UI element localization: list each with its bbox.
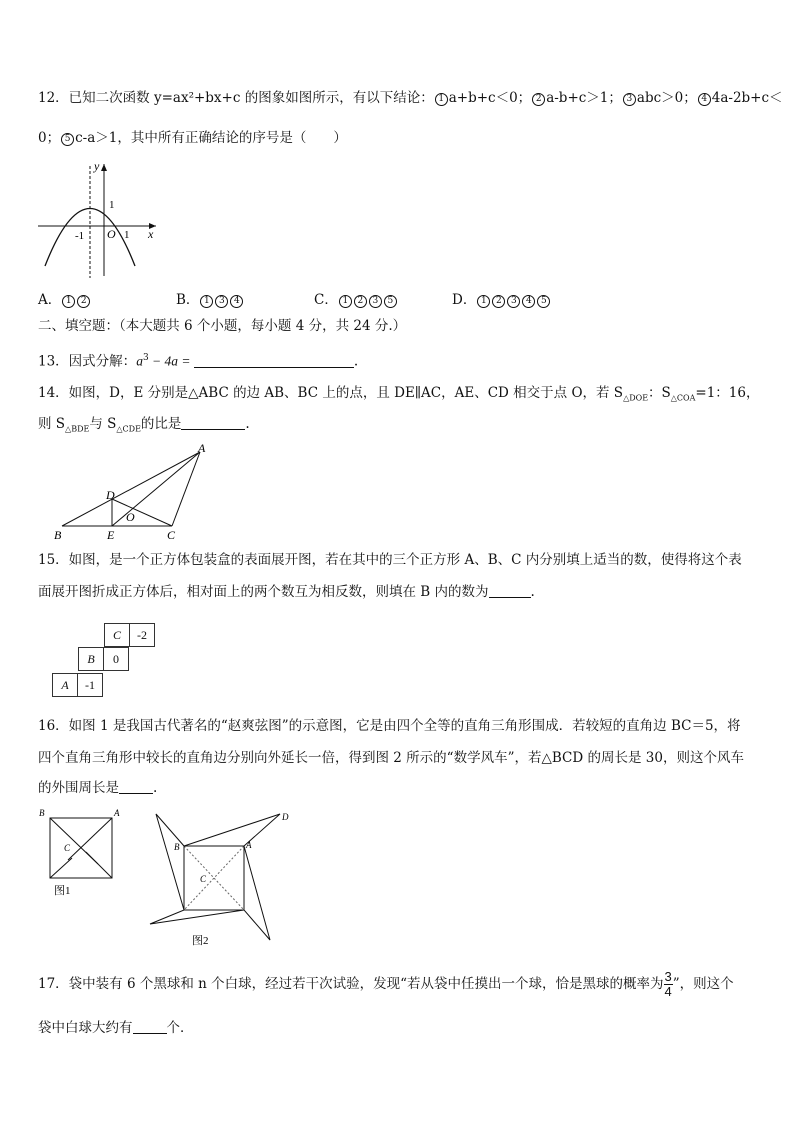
q15-line2: 面展开图折成正方体后，相对面上的两个数互为相反数，则填在 B 内的数为 . — [38, 584, 535, 600]
cell-neg1: -1 — [77, 673, 103, 697]
fig1-a-label: A — [114, 808, 120, 818]
probability-fraction: $\frac{3}{4}$ — [664, 969, 672, 999]
q13-answer-blank[interactable] — [194, 353, 354, 368]
q17-line1: 17．袋中装有 6 个黑球和 n 个白球，经过若干次试验，发现“若从袋中任摸出一个球，恰是黑球的概率为 $\frac{3}{4}$ ”，则这个 — [38, 969, 734, 999]
q16-line2: 四个直角三角形中较长的直角边分别向外延长一倍，得到图 2 所示的“数学风车”，若△BCD 的周长是 30，则这个风车 — [38, 750, 744, 766]
point-d-label: D — [106, 488, 115, 502]
circle-num-3: 3 — [623, 93, 636, 106]
triangle-figure — [50, 442, 220, 542]
fig2-c-label: C — [200, 874, 207, 884]
fig1-c-label: C — [64, 843, 71, 853]
circle-num-4: 4 — [698, 93, 711, 106]
fig1-caption: 图1 — [54, 885, 71, 897]
y-axis-label: y — [94, 159, 100, 173]
cell-a: A — [52, 673, 78, 697]
point-b-label: B — [54, 528, 62, 542]
circle-num-2: 2 — [532, 93, 545, 106]
cell-zero: 0 — [103, 647, 129, 671]
fig2-b-label: B — [174, 842, 180, 852]
neg-one-label: -1 — [75, 230, 85, 242]
q14-line1: 14．如图，D，E 分别是△ABC 的边 AB、BC 上的点，且 DE∥AC，AE、CD 相交于点 O，若 $S_{\triangle DOE}$：$S_{\triangle COA}=1$：16， — [38, 385, 760, 403]
q15-answer-blank[interactable] — [489, 583, 531, 598]
math-windmill-figure — [146, 806, 296, 950]
point-c-label: C — [167, 528, 176, 542]
zhao-shuang-figure — [36, 804, 128, 900]
fig2-caption: 图2 — [192, 935, 209, 947]
cell-b: B — [78, 647, 104, 671]
q16-line3: 的外围周长是 . — [38, 780, 158, 796]
q12-line2: 0； 5 c-a＞1，其中所有正确结论的序号是（ ） — [38, 130, 347, 146]
q13: 13．因式分解：$a^3 - 4a$ = . — [38, 353, 359, 370]
option-c[interactable]: C． 1 2 3 5 — [314, 290, 398, 310]
q16-answer-blank[interactable] — [119, 779, 153, 794]
q12-line1: 12．已知二次函数 y=ax²+bx+c 的图象如图所示，有以下结论： 1 a+b+c＜0； 2 a-b+c＞1； 3 abc＞0； 4 4a-2b+c＜ — [38, 90, 783, 106]
point-e-label: E — [107, 528, 115, 542]
q15-line1: 15．如图，是一个正方体包装盒的表面展开图，若在其中的三个正方形 A、B、C 内分别填上适当的数，使得将这个表 — [38, 552, 742, 568]
origin-label: O — [107, 227, 116, 241]
option-b[interactable]: B． 1 3 4 — [176, 290, 244, 310]
circle-num-5: 5 — [61, 133, 74, 146]
q14-line2: 则 $S_{\triangle BDE}$与 $S_{\triangle CDE}$的比是 . — [38, 416, 250, 434]
q16-line1: 16．如图 1 是我国古代著名的“赵爽弦图”的示意图，它是由四个全等的直角三角形围成．若较短的直角边 BC＝5，将 — [38, 718, 741, 734]
point-o-label: O — [126, 510, 135, 524]
parabola-graph — [36, 156, 166, 282]
q14-answer-blank[interactable] — [181, 415, 245, 430]
cell-c: C — [104, 623, 130, 647]
circle-num-1: 1 — [435, 93, 448, 106]
x-one-label: 1 — [124, 229, 130, 241]
fig2-d-label: D — [282, 812, 289, 822]
fig1-b-label: B — [39, 808, 45, 818]
fig2-a-label: A — [246, 840, 252, 850]
x-axis-label: x — [148, 227, 154, 241]
cell-neg2: -2 — [129, 623, 155, 647]
option-d[interactable]: D． 1 2 3 4 5 — [452, 290, 551, 310]
point-a-label: A — [198, 442, 206, 455]
option-a[interactable]: A． 1 2 — [38, 290, 91, 310]
y-intercept-label: 1 — [109, 199, 115, 211]
q17-answer-blank[interactable] — [133, 1019, 167, 1034]
section-heading: 二、填空题：（本大题共 6 个小题，每小题 4 分，共 24 分.） — [38, 318, 407, 334]
q17-line2: 袋中白球大约有 个． — [38, 1020, 194, 1036]
